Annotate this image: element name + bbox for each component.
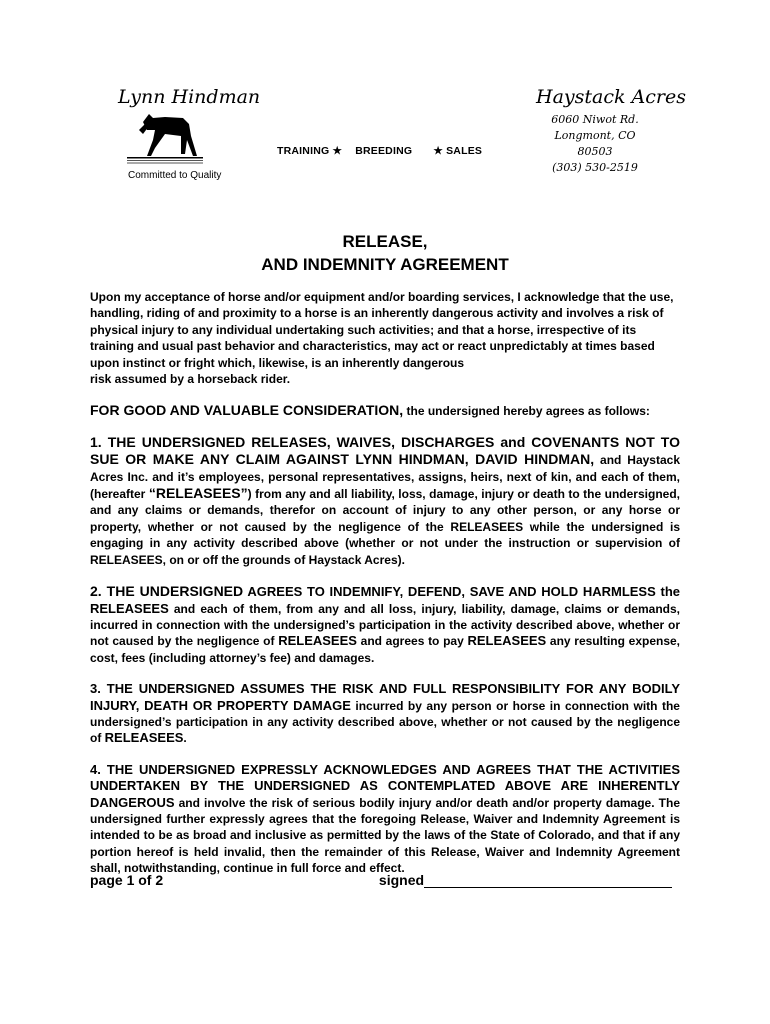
clause-2-heading-2: AGREES TO INDEMNIFY, DEFEND, SAVE AND HOLD HARMLESS the RELEASEES [90, 584, 680, 616]
tagline: Committed to Quality [128, 170, 222, 181]
clause-3-end: . [183, 731, 187, 746]
clause-2-heading: 2. THE UNDERSIGNED [90, 583, 244, 600]
logo-name: Lynn Hindman [118, 86, 261, 108]
clause-4-heading: 4. THE UNDERSIGNED EXPRESSLY ACKNOWLEDGES AND AGREES THAT THE ACTIVITIES UNDERTAKEN BY THE UNDERSIGNED AS CONTEMPLATED ABOVE ARE INHERENTLY DANGEROUS [90, 761, 680, 810]
clause-1-text: and Haystack Acres Inc. and it’s employees, personal representatives, assigns, heirs, next of kin, and each of them, (hereafter [90, 453, 681, 502]
signature-line[interactable] [424, 873, 672, 888]
intro-text: Upon my acceptance of horse and/or equipment and/or boarding services, I acknowledge that the use, handling, riding of and proximity to a horse is an inherently dangerous activity and involves a risk of physical injury to any individual undertaking such activities; and that a horse, irrespective of its training and usual past behavior and characteristics, may act or react unpredictably at times based upon instinct or fright which, likewise, is an inherently dangerous [90, 290, 674, 370]
clause-3-heading: 3. THE UNDERSIGNED ASSUMES THE RISK AND FULL RESPONSIBILITY FOR ANY BODILY INJURY, DEATH OR PROPERTY DAMAGE [90, 681, 680, 713]
title-line-2: AND INDEMNITY AGREEMENT [261, 255, 509, 274]
consideration-paragraph [90, 402, 680, 419]
agreement-body [90, 289, 680, 892]
consideration-text: the undersigned hereby agrees as follows: [403, 404, 650, 419]
clause-2 [90, 583, 680, 666]
horse-logo-icon [125, 110, 205, 165]
clause-3-text: incurred by any person or horse in connection with the undersigned’s participation in any activity described above, whether or not caused by the negligence of [90, 698, 680, 746]
farm-name: Haystack Acres [536, 86, 686, 108]
services-line [277, 145, 492, 157]
clause-4 [90, 762, 680, 877]
clause-3-releasees: RELEASEES [104, 730, 184, 746]
clause-2-releasees: RELEASEES [278, 633, 357, 649]
address-phone: (303) 530-2519 [552, 161, 638, 174]
page-title [0, 230, 770, 276]
service-breeding: BREEDING [355, 145, 413, 157]
clause-1-text-2: ) from any and all liability, loss, damage, injury or death to the undersigned, and any claims or demands, therefor on account of injury to any other person, or any horse or property, whether or not caused by the negligence of the RELEASEES while the undersigned is engaging in any activity described above (whether or not under the instruction or supervision of RELEASEES, on or off the grounds of Haystack Acres). [90, 487, 680, 567]
clause-3 [90, 681, 680, 747]
clause-2-text-2: and agrees to pay [356, 634, 468, 649]
signed-label: signed [378, 872, 425, 888]
clause-1 [90, 434, 680, 568]
page-footer [90, 872, 680, 888]
service-training: TRAINING ★ [277, 145, 343, 157]
intro-text-end: risk assumed by a horseback rider. [90, 372, 291, 387]
address-city: Longmont, CO 80503 [554, 129, 636, 158]
page-number: page 1 of 2 [90, 872, 164, 888]
address [540, 112, 650, 176]
clause-1-heading: 1. THE UNDERSIGNED RELEASES, WAIVES, DISCHARGES and COVENANTS NOT TO SUE OR MAKE ANY CLAIM AGAINST LYNN HINDMAN, DAVID HINDMAN, [90, 433, 680, 468]
clause-2-text-3: any resulting expense, cost, fees (including attorney’s fee) and damages. [90, 634, 681, 665]
intro-paragraph [90, 289, 680, 387]
service-sales: ★ SALES [433, 145, 483, 157]
address-street: 6060 Niwot Rd. [551, 113, 639, 126]
clause-4-text: and involve the risk of serious bodily injury and/or death and/or property damage. The undersigned further expressly agrees that the foregoing Release, Waiver and Indemnity Agreement is intended to be as broad and inclusive as permitted by the laws of the State of Colorado, and that if any portion hereof is held invalid, then the remainder of this Release, Waiver and Indemnity Agreement shall, notwithstanding, continue in full force and effect. [90, 795, 680, 876]
clause-1-releasees: “RELEASEES” [148, 485, 248, 502]
clause-2-text: and each of them, from any and all loss, injury, liability, damage, claims or demands, incurred in connection with the undersigned’s participation in the activity described above, whether or not caused by the negligence of [90, 601, 680, 649]
title-line-1: RELEASE, [342, 232, 428, 251]
clause-2-releasees-2: RELEASEES [467, 633, 547, 649]
consideration-heading: FOR GOOD AND VALUABLE CONSIDERATION, [90, 402, 404, 419]
